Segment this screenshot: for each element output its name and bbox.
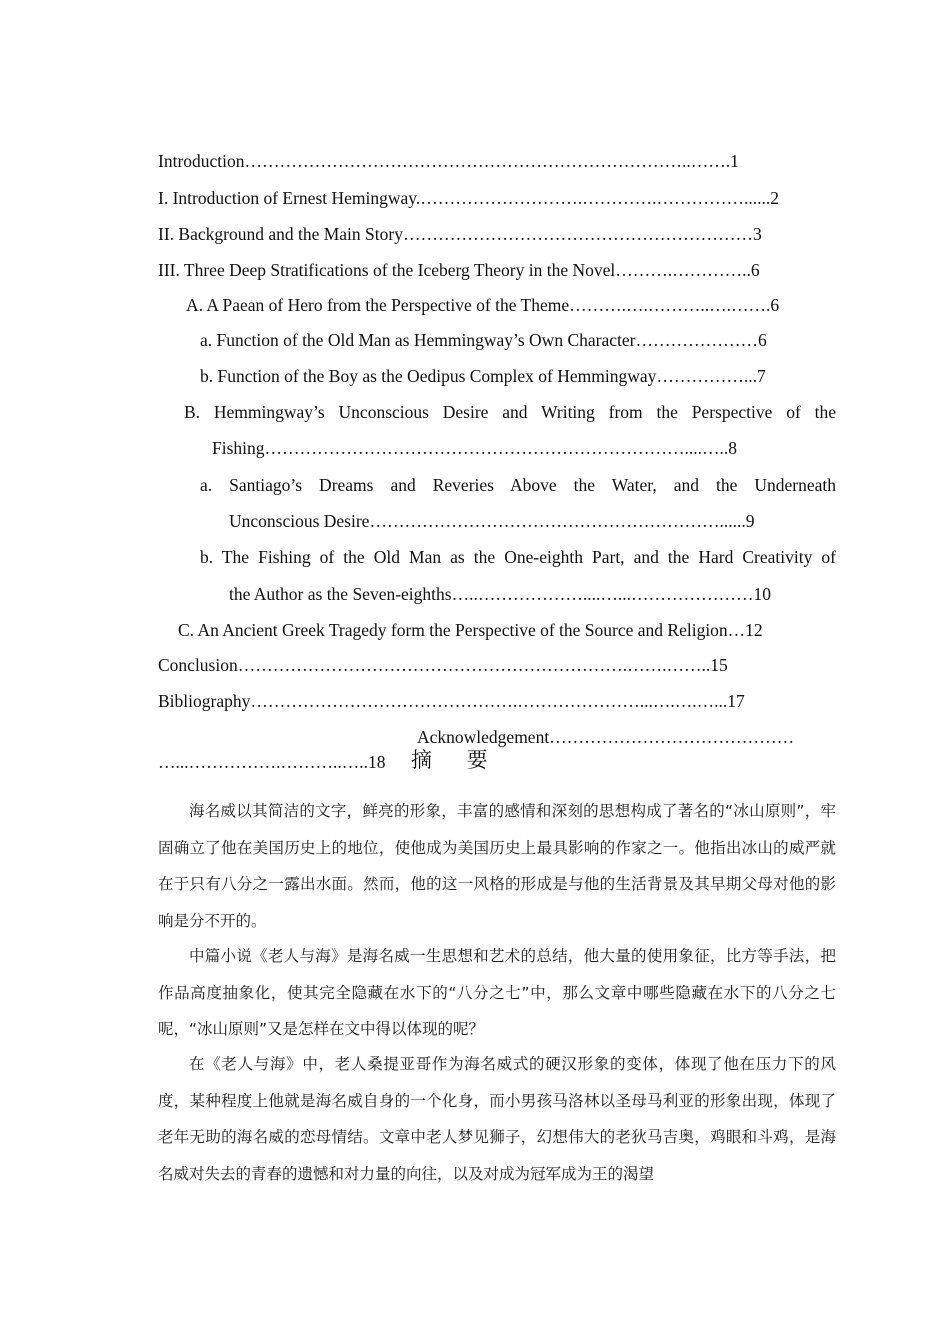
toc-entry-chapter-3: III. Three Deep Stratifications of the Iceberg Theory in the Novel……….…………..6 [158, 260, 760, 280]
toc-entry-introduction: Introduction…………………………………………………………………..…….1 [158, 151, 739, 171]
toc-entry-bibliography: Bibliography……………………………………….…………………...….….…...17 [158, 691, 745, 711]
toc-entry-chapter-2: II. Background and the Main Story……………………………………………………3 [158, 224, 762, 244]
abstract-paragraph-2: 中篇小说《老人与海》是海名威一生思想和艺术的总结，他大量的使用象征，比方等手法，把作品高度抽象化，使其完全隐藏在水下的“八分之七”中，那么文章中哪些隐藏在水下的八分之七呢，“冰山原则”又是怎样在文中得以体现的呢？ [158, 947, 836, 1038]
toc-entry-acknowledgement-line2: …...…………….………..…..18 [158, 752, 386, 772]
toc-entry-conclusion: Conclusion………………………………………………………….…….……..15 [158, 655, 728, 675]
toc-entry-section-b-b-line2: the Author as the Seven-eighths…..………………....…...…………………10 [229, 584, 771, 604]
toc-entry-section-b-b-line1: b. The Fishing of the Old Man as the One-eighth Part, and the Hard Creativity of [200, 547, 836, 567]
toc-entry-acknowledgement-line1: Acknowledgement…………………………………… [417, 727, 795, 747]
abstract-paragraph-1: 海名威以其简洁的文字，鲜亮的形象，丰富的感情和深刻的思想构成了著名的“冰山原则”，牢固确立了他在美国历史上的地位，使他成为美国历史上最具影响的作家之一。他指出冰山的威严就在于只有八分之一露出水面。然而，他的这一风格的形成是与他的生活背景及其早期父母对他的影响是分不开的。 [158, 802, 836, 930]
toc-entry-section-b-a-line1: a. Santiago’s Dreams and Reveries Above the Water, and the Underneath [200, 475, 836, 495]
toc-entry-section-b-line2: Fishing………………………………………………………………....…..8 [212, 438, 738, 458]
toc-entry-section-b-a-line2: Unconscious Desire……………………………………………………......9 [229, 511, 755, 531]
toc-entry-section-b-line1: B. Hemmingway’s Unconscious Desire and Writing from the Perspective of the [184, 402, 836, 422]
toc-entry-section-a-b: b. Function of the Boy as the Oedipus Complex of Hemmingway……………...7 [200, 366, 766, 386]
abstract-paragraph-3: 在《老人与海》中，老人桑提亚哥作为海名威式的硬汉形象的变体，体现了他在压力下的风度，某种程度上他就是海名威自身的一个化身，而小男孩马洛林以圣母马利亚的形象出现，体现了老年无助的海名威的恋母情结。文章中老人梦见狮子，幻想伟大的老狄马吉奥，鸡眼和斗鸡，是海名威对失去的青春的遗憾和对力量的向往，以及对成为冠军成为王的渴望 [158, 1055, 836, 1183]
toc-entry-section-a: A. A Paean of Hero from the Perspective of the Theme……….….………..….…….6 [186, 295, 780, 315]
abstract-title: 摘 要 [411, 748, 502, 772]
toc-entry-section-a-a: a. Function of the Old Man as Hemmingway’s Own Character…………………6 [200, 330, 767, 350]
toc-entry-section-c: C. An Ancient Greek Tragedy form the Perspective of the Source and Religion…12 [178, 620, 763, 640]
toc-entry-chapter-1: I. Introduction of Ernest Hemingway.……………………….………….……………......2 [158, 188, 780, 208]
